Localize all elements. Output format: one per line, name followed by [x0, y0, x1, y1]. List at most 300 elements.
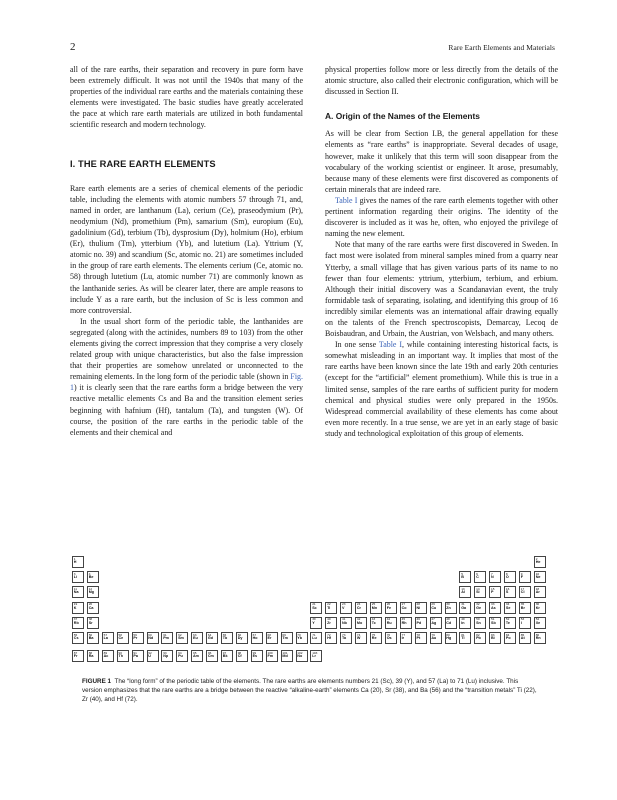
element-symbol: Li [73, 575, 78, 580]
element-symbol: Ho [252, 636, 258, 640]
element-cell [474, 617, 486, 629]
element-cell [72, 571, 84, 583]
atomic-number: 72 [327, 632, 331, 637]
element-symbol: Er [267, 636, 272, 640]
element-cell [87, 602, 99, 614]
element-symbol: Sb [490, 620, 496, 625]
element-cell [87, 571, 99, 583]
atomic-number: 80 [446, 632, 450, 637]
element-symbol: Co [401, 605, 407, 610]
atomic-number: 74 [356, 632, 361, 637]
atomic-number: 13 [461, 586, 465, 591]
element-symbol: Sc [312, 605, 317, 610]
atomic-number: 50 [476, 617, 480, 622]
element-cell [310, 650, 322, 662]
atomic-number: 33 [490, 602, 495, 607]
element-cell [87, 632, 99, 644]
caption-text: The “long form” of the periodic table of the elements. The rare earths are elements numbers 21 (Sc), 39 (Y), and 57 (La) to 71 (Lu) inclusive. This version emphasizes that the rare earths are a bridge between the reactive “alkaline-earth” elements Ca (20), Sr (38), and Ba (56) and the “transition metals” Ti (22), Zr (40), and Hf (72). [82, 678, 537, 703]
atomic-number: 61 [163, 632, 167, 637]
atomic-number: 35 [520, 602, 525, 607]
element-cell [534, 571, 546, 583]
element-cell [206, 632, 218, 644]
element-cell [519, 617, 531, 629]
table-link[interactable]: Table I [335, 195, 358, 205]
atomic-number: 59 [133, 632, 137, 637]
atomic-number: 21 [312, 602, 316, 607]
paragraph: Rare earth elements are a series of chemical elements of the periodic table, including the elements with atomic numbers 57 through 71, and, named in order, are lanthanum (La), cerium (Ce), praseodymium (Pr), neodymium (Nd), promethium (Pm), samarium (Sm), europium (Eu), gadolinium (Gd), terbium (Tb), dysprosium (Dy), holmium (Ho), erbium (Er), thulium (Tm), ytterbium (Yb), and lutetium (La). Yttrium (Y, atomic no. 39) and scandium (Sc, atomic no. 21) are sometimes included in the group of rare earth elements. The elements cerium (Ce, atomic no. 58) through lutetium (Lu, atomic number 71) are commonly known as the lanthanide series. As will be clearer later, there are ample reasons to include Y as a rare earth, but the inclusion of Sc is less common and more controversial. [70, 183, 303, 315]
atomic-number: 96 [207, 650, 212, 655]
atomic-number: 92 [148, 650, 152, 655]
atomic-number: 26 [386, 602, 391, 607]
element-symbol: La [103, 636, 108, 640]
element-symbol: Ac [103, 654, 109, 659]
element-cell [534, 586, 546, 598]
atomic-number: 29 [431, 602, 435, 607]
element-cell [281, 650, 293, 662]
element-cell [459, 632, 471, 644]
element-symbol: Xe [535, 620, 541, 625]
element-cell [355, 602, 367, 614]
element-cell [489, 571, 501, 583]
element-cell [310, 617, 322, 629]
atomic-number: 15 [490, 586, 495, 591]
atomic-number: 34 [505, 602, 510, 607]
element-cell [72, 602, 84, 614]
atomic-number: 93 [163, 650, 167, 655]
element-symbol: Mn [371, 605, 378, 610]
element-symbol: Se [505, 605, 511, 610]
element-symbol: Cu [431, 605, 437, 610]
element-symbol: No [297, 654, 303, 659]
atomic-number: 97 [222, 650, 227, 655]
element-cell [385, 632, 397, 644]
atomic-number: 47 [431, 617, 435, 622]
paragraph: As will be clear from Section I.B, the general appellation for these elements as “rare earths” is inappropriate. Several decades of usage, however, make it unlikely that this term will soon disappear from the vocabulary of the working scientist or engineer. It arose, presumably, because many of these elements were first discovered as components of certain minerals that are indeed rare. [325, 129, 558, 194]
atomic-number: 91 [133, 650, 137, 655]
element-symbol: Si [476, 590, 480, 595]
element-cell [370, 632, 382, 644]
element-cell [161, 650, 173, 662]
element-cell [325, 602, 337, 614]
atomic-number: 30 [446, 602, 450, 607]
atomic-number: 3 [73, 571, 76, 576]
atomic-number: 68 [267, 632, 271, 637]
element-symbol: I [520, 620, 522, 625]
atomic-number: 32 [476, 602, 480, 607]
element-symbol: Eu [192, 636, 198, 640]
element-cell [161, 632, 173, 644]
element-symbol: Zn [446, 605, 451, 610]
element-symbol: Sr [88, 620, 93, 625]
element-symbol: Mo [356, 620, 363, 625]
element-symbol: Br [520, 605, 525, 610]
element-symbol: Dy [237, 636, 243, 640]
atomic-number: 98 [237, 650, 242, 655]
atomic-number: 43 [371, 617, 376, 622]
figure-caption [82, 677, 537, 704]
subsection-heading: A. Origin of the Names of the Elements [325, 111, 480, 122]
atomic-number: 16 [505, 586, 510, 591]
element-symbol: B [461, 575, 464, 580]
element-cell [430, 602, 442, 614]
paragraph [325, 195, 558, 239]
element-cell [87, 586, 99, 598]
element-symbol: Re [371, 636, 377, 640]
element-cell [415, 617, 427, 629]
atomic-number: 36 [535, 602, 540, 607]
atomic-number: 94 [178, 650, 182, 655]
element-symbol: Ru [386, 620, 392, 625]
atomic-number: 14 [476, 586, 480, 591]
atomic-number: 41 [341, 617, 346, 622]
element-cell [534, 556, 546, 568]
element-symbol: Fm [267, 654, 274, 659]
element-symbol: S [505, 590, 509, 595]
element-symbol: In [461, 620, 465, 625]
element-symbol: Ti [327, 605, 331, 610]
element-symbol: Ge [476, 605, 482, 610]
element-cell [266, 650, 278, 662]
element-cell [370, 617, 382, 629]
atomic-number: 86 [535, 632, 540, 637]
atomic-number: 103 [312, 650, 318, 655]
atomic-number: 55 [73, 632, 78, 637]
element-cell [400, 632, 412, 644]
element-cell [236, 650, 248, 662]
element-symbol: K [73, 605, 77, 610]
element-symbol: Cl [520, 590, 525, 595]
element-symbol: Th [118, 654, 123, 659]
atomic-number: 22 [327, 602, 331, 607]
element-cell [459, 586, 471, 598]
paragraph-text: In one sense [335, 340, 379, 350]
element-cell [132, 650, 144, 662]
element-cell [430, 617, 442, 629]
element-cell [72, 632, 84, 644]
element-symbol: Tc [371, 620, 376, 625]
element-symbol: Ne [535, 575, 541, 580]
element-symbol: Pt [416, 636, 421, 640]
element-symbol: Ca [88, 605, 94, 610]
atomic-number: 95 [192, 650, 197, 655]
element-cell [489, 586, 501, 598]
element-cell [87, 650, 99, 662]
element-symbol: N [490, 575, 494, 580]
atomic-number: 49 [461, 617, 465, 622]
element-cell [474, 571, 486, 583]
element-symbol: Pb [476, 636, 481, 640]
element-cell [236, 632, 248, 644]
element-cell [519, 602, 531, 614]
atomic-number: 64 [207, 632, 212, 637]
element-symbol: Mg [88, 590, 95, 595]
element-cell [310, 632, 322, 644]
element-symbol: Yb [297, 636, 303, 640]
element-cell [504, 586, 516, 598]
element-symbol: Cm [207, 654, 214, 659]
atomic-number: 39 [312, 617, 316, 622]
element-symbol: Po [505, 636, 511, 640]
atomic-number: 4 [88, 571, 91, 576]
element-symbol: Es [252, 654, 258, 659]
element-cell [206, 650, 218, 662]
element-symbol: Zr [327, 620, 331, 625]
element-cell [72, 556, 84, 568]
element-symbol: Sm [178, 636, 184, 640]
element-symbol: V [341, 605, 345, 610]
element-cell [147, 650, 159, 662]
atomic-number: 101 [282, 650, 288, 655]
element-cell [296, 632, 308, 644]
element-symbol: Fe [386, 605, 391, 610]
element-cell [474, 586, 486, 598]
element-cell [102, 632, 114, 644]
atomic-number: 8 [505, 571, 508, 576]
atomic-number: 56 [88, 632, 93, 637]
element-cell [355, 617, 367, 629]
element-cell [117, 632, 129, 644]
atomic-number: 62 [178, 632, 182, 637]
atomic-number: 40 [327, 617, 331, 622]
element-cell [415, 632, 427, 644]
atomic-number: 46 [416, 617, 420, 622]
atomic-number: 17 [520, 586, 525, 591]
element-cell [117, 650, 129, 662]
element-cell [340, 617, 352, 629]
element-symbol: F [520, 575, 524, 580]
element-symbol: Lr [312, 654, 316, 659]
atomic-number: 37 [73, 617, 78, 622]
element-cell [325, 632, 337, 644]
atomic-number: 42 [356, 617, 361, 622]
atomic-number: 38 [88, 617, 93, 622]
figure-link[interactable]: Fig. 1 [70, 372, 303, 393]
element-symbol: Ar [535, 590, 540, 595]
atomic-number: 1 [73, 556, 76, 561]
element-cell [489, 632, 501, 644]
figure-label: FIGURE 1 [82, 678, 112, 685]
element-symbol: Am [192, 654, 199, 659]
element-symbol: Fr [73, 654, 78, 659]
element-symbol: Tm [282, 636, 288, 640]
element-symbol: Au [431, 636, 437, 640]
element-symbol: Pm [163, 636, 169, 640]
element-cell [430, 632, 442, 644]
paragraph-text: ) it is clearly seen that the rare earths form a bridge between the very reactive metallic elements Cs and Ba and the transition element series beginning with hafnium (Hf), tantalum (Ta), and tungsten (W). Of course, the position of the rare earths in the periodic table of the elements and their chemical and [70, 383, 303, 437]
element-symbol: Cs [73, 636, 79, 640]
element-symbol: Gd [207, 636, 214, 640]
atomic-number: 89 [103, 650, 108, 655]
element-symbol: Np [163, 654, 169, 659]
element-cell [459, 571, 471, 583]
element-symbol: Na [73, 590, 79, 595]
atomic-number: 48 [446, 617, 450, 622]
atomic-number: 75 [371, 632, 376, 637]
paragraph [325, 339, 558, 439]
element-symbol: H [73, 560, 77, 564]
periodic-table-figure [72, 556, 550, 669]
atomic-number: 19 [73, 602, 78, 607]
element-cell [385, 602, 397, 614]
element-cell [400, 602, 412, 614]
element-cell [385, 617, 397, 629]
section-heading: I. THE RARE EARTH ELEMENTS [70, 158, 216, 169]
atomic-number: 5 [461, 571, 463, 576]
left-column [70, 64, 303, 438]
atomic-number: 84 [505, 632, 510, 637]
element-cell [519, 571, 531, 583]
page-number: 2 [70, 41, 76, 53]
atomic-number: 87 [73, 650, 78, 655]
atomic-number: 54 [535, 617, 540, 622]
element-cell [72, 617, 84, 629]
element-cell [519, 586, 531, 598]
element-symbol: As [490, 605, 496, 610]
atomic-number: 31 [461, 602, 465, 607]
element-symbol: U [148, 654, 151, 659]
atomic-number: 53 [520, 617, 525, 622]
table-link[interactable]: Table I [378, 340, 402, 350]
element-cell [445, 617, 457, 629]
atomic-number: 85 [520, 632, 525, 637]
atomic-number: 7 [490, 571, 493, 576]
atomic-number: 70 [297, 632, 301, 637]
element-cell [310, 602, 322, 614]
element-cell [474, 602, 486, 614]
paragraph-text: In the usual short form of the periodic table, the lanthanides are segregated (along with the actinides, numbers 89 to 103) from the other elements giving the correct impression that they comprise a very closely related group with unique characteristics, but also the false impression that their properties are somehow unrelated or unconnected to the remaining elements. In the long form of the periodic table (shown in [70, 316, 303, 382]
atomic-number: 82 [476, 632, 480, 637]
element-cell [370, 602, 382, 614]
atomic-number: 100 [267, 650, 273, 655]
element-cell [519, 632, 531, 644]
atomic-number: 20 [88, 602, 93, 607]
atomic-number: 28 [416, 602, 420, 607]
element-symbol: Md [282, 654, 288, 659]
atomic-number: 6 [476, 571, 478, 576]
element-cell [340, 632, 352, 644]
atomic-number: 2 [535, 556, 538, 561]
atomic-number: 67 [252, 632, 257, 637]
atomic-number: 18 [535, 586, 540, 591]
element-symbol: Hf [327, 636, 331, 640]
element-cell [459, 602, 471, 614]
atomic-number: 52 [505, 617, 510, 622]
element-symbol: O [505, 575, 509, 580]
element-symbol: Tl [461, 636, 465, 640]
element-cell [281, 632, 293, 644]
atomic-number: 45 [401, 617, 406, 622]
element-symbol: Ce [118, 636, 124, 640]
element-cell [191, 632, 203, 644]
element-symbol: Cd [446, 620, 452, 625]
element-symbol: Rh [401, 620, 407, 625]
atomic-number: 102 [297, 650, 303, 655]
atomic-number: 81 [461, 632, 465, 637]
element-cell [489, 602, 501, 614]
atomic-number: 73 [341, 632, 346, 637]
element-symbol: He [535, 560, 541, 564]
element-symbol: Pa [133, 654, 138, 659]
element-cell [251, 650, 263, 662]
element-symbol: Os [386, 636, 392, 640]
element-symbol: Ni [416, 605, 421, 610]
element-symbol: Kr [535, 605, 540, 610]
element-symbol: Ra [88, 654, 94, 659]
running-head: Rare Earth Elements and Materials [448, 43, 555, 52]
element-symbol: Te [505, 620, 510, 625]
element-symbol: Nd [148, 636, 154, 640]
atomic-number: 57 [103, 632, 108, 637]
right-column [325, 64, 558, 439]
atomic-number: 25 [371, 602, 376, 607]
atomic-number: 65 [222, 632, 227, 637]
element-symbol: Pd [416, 620, 422, 625]
atomic-number: 69 [282, 632, 286, 637]
atomic-number: 51 [490, 617, 495, 622]
atomic-number: 63 [192, 632, 197, 637]
element-symbol: Lu [312, 636, 317, 640]
atomic-number: 90 [118, 650, 122, 655]
atomic-number: 60 [148, 632, 152, 637]
atomic-number: 77 [401, 632, 406, 637]
element-symbol: Bi [490, 636, 495, 640]
element-symbol: Cr [356, 605, 361, 610]
element-symbol: Hg [446, 636, 452, 640]
element-symbol: Cf [237, 654, 242, 659]
element-cell [415, 602, 427, 614]
atomic-number: 88 [88, 650, 93, 655]
atomic-number: 23 [341, 602, 346, 607]
element-cell [176, 650, 188, 662]
element-cell [72, 586, 84, 598]
atomic-number: 11 [73, 586, 78, 591]
element-cell [534, 602, 546, 614]
paragraph: physical properties follow more or less directly from the details of the atomic structure, also called their electronic configuration, which will be discussed in Section II. [325, 65, 558, 97]
element-cell [504, 632, 516, 644]
element-cell [251, 632, 263, 644]
element-cell [340, 602, 352, 614]
element-cell [72, 650, 84, 662]
element-symbol: Ga [461, 605, 467, 610]
element-symbol: Rb [73, 620, 79, 625]
element-cell [459, 617, 471, 629]
element-symbol: Ta [341, 636, 347, 640]
atomic-number: 58 [118, 632, 122, 637]
element-cell [221, 632, 233, 644]
atomic-number: 10 [535, 571, 540, 576]
atomic-number: 76 [386, 632, 391, 637]
element-cell [147, 632, 159, 644]
element-symbol: Ir [401, 636, 405, 640]
atomic-number: 27 [401, 602, 406, 607]
atomic-number: 24 [356, 602, 361, 607]
element-cell [221, 650, 233, 662]
element-cell [296, 650, 308, 662]
element-cell [176, 632, 188, 644]
element-symbol: Pu [178, 654, 183, 659]
element-symbol: Be [88, 575, 94, 580]
element-cell [504, 602, 516, 614]
element-symbol: W [356, 636, 361, 640]
element-symbol: P [490, 590, 494, 595]
element-cell [445, 602, 457, 614]
element-symbol: Y [312, 620, 315, 625]
element-cell [400, 617, 412, 629]
element-cell [102, 650, 114, 662]
atomic-number: 79 [431, 632, 435, 637]
paragraph [70, 316, 303, 438]
element-symbol: Sn [476, 620, 481, 625]
